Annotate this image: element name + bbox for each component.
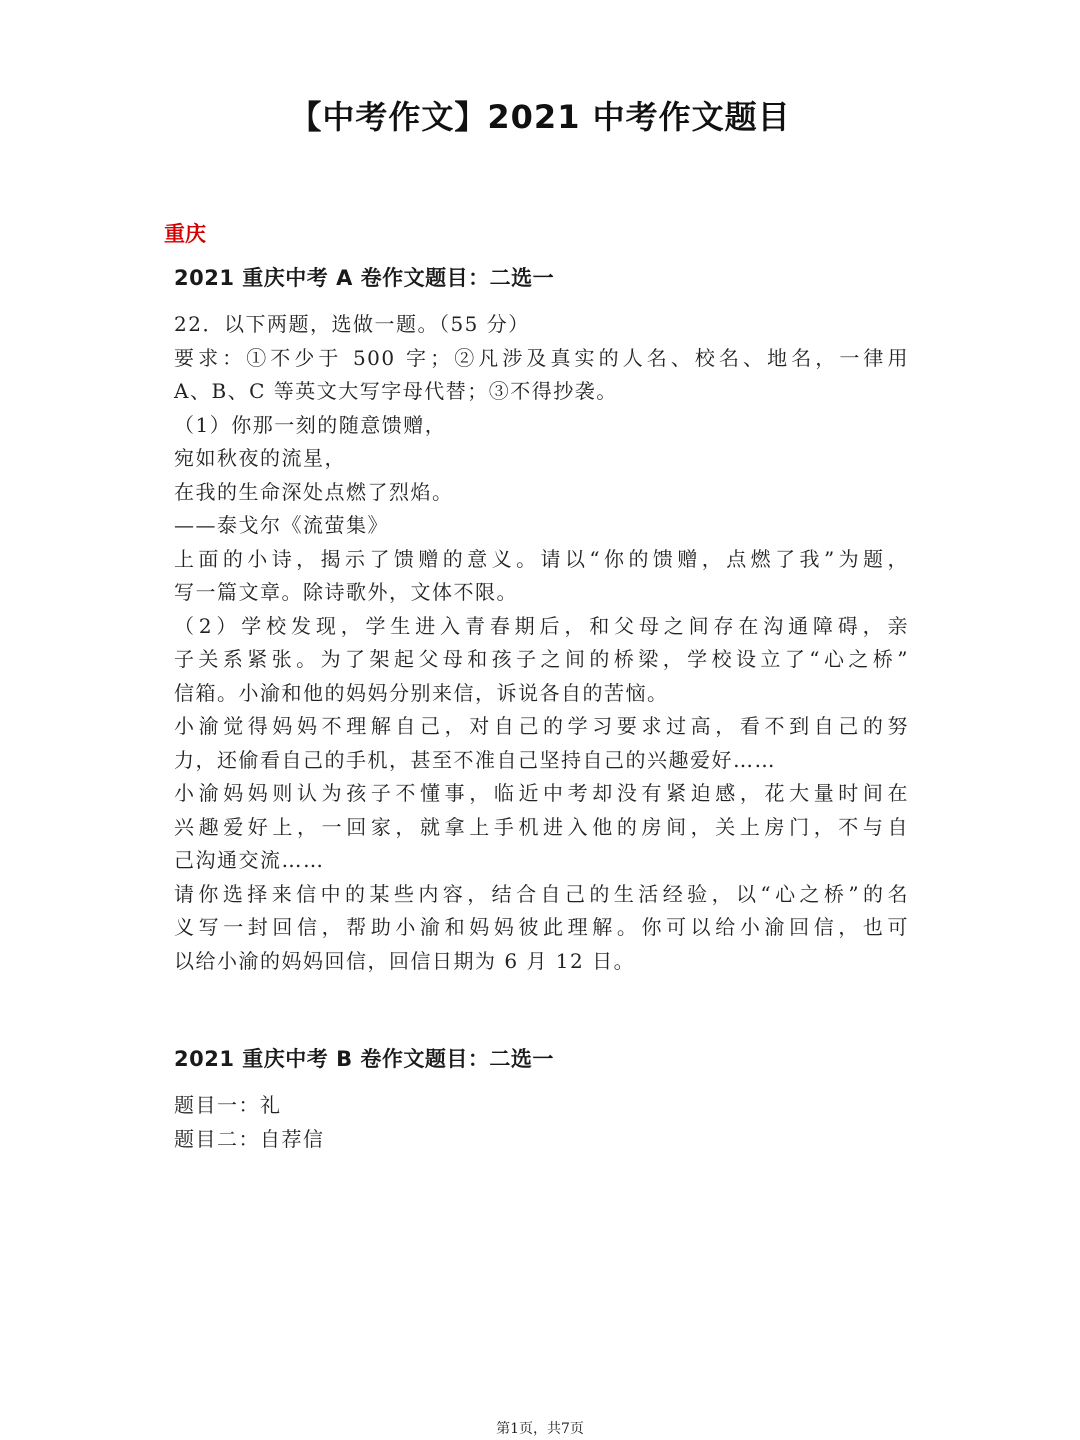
paragraph-line: 要求：①不少于 500 字；②凡涉及真实的人名、校名、地名，一律用 [174,345,909,370]
topic-line: 题目一：礼 [174,1093,282,1117]
paragraph-line: 宛如秋夜的流星， [174,446,346,470]
paragraph-line: 力，还偷看自己的手机，甚至不准自己坚持自己的兴趣爱好…… [174,747,776,772]
paragraph-line: 22．以下两题，选做一题。（55 分） [174,312,530,336]
region-label: 重庆 [164,222,206,246]
paragraph-line: 信箱。小渝和他的妈妈分别来信，诉说各自的苦恼。 [174,680,669,705]
paragraph-line: 兴趣爱好上，一回家，就拿上手机进入他的房间，关上房门，不与自 [174,814,909,839]
page-title: 【中考作文】2021 中考作文题目 [289,98,791,136]
paragraph-line: 上面的小诗，揭示了馈赠的意义。请以“你的馈赠，点燃了我”为题， [174,546,909,571]
paragraph-line: 义写一封回信，帮助小渝和妈妈彼此理解。你可以给小渝回信，也可 [174,915,909,939]
paragraph-line: 小渝妈妈则认为孩子不懂事，临近中考却没有紧迫感，花大量时间在 [174,781,909,805]
paragraph-line: A、B、C 等英文大写字母代替；③不得抄袭。 [174,379,618,403]
page-number: 第1页，共7页 [496,1421,584,1437]
paragraph-line: 小渝觉得妈妈不理解自己，对自己的学习要求过高，看不到自己的努 [174,714,909,738]
paragraph-line: ——泰戈尔《流萤集》 [174,513,389,537]
paragraph-line: （2）学校发现，学生进入青春期后，和父母之间存在沟通障碍，亲 [174,613,909,638]
paragraph-line: 以给小渝的妈妈回信，回信日期为 6 月 12 日。 [174,948,636,973]
topic-line: 题目二：自荐信 [174,1126,325,1151]
paragraph-line: （1）你那一刻的随意馈赠， [174,412,447,437]
section-b-body [174,1089,909,1156]
paragraph-line: 在我的生命深处点燃了烈焰。 [174,479,454,504]
paragraph-line: 请你选择来信中的某些内容，结合自己的生活经验，以“心之桥”的名 [174,881,909,906]
section-b-heading: 2021 重庆中考 B 卷作文题目：二选一 [174,1047,554,1071]
paragraph-line: 写一篇文章。除诗歌外，文体不限。 [174,580,518,604]
section-a-body [174,308,909,978]
section-a-heading: 2021 重庆中考 A 卷作文题目：二选一 [174,266,555,290]
paragraph-line: 己沟通交流…… [174,848,325,872]
paragraph-line: 子关系紧张。为了架起父母和孩子之间的桥梁，学校设立了“心之桥” [174,647,909,671]
